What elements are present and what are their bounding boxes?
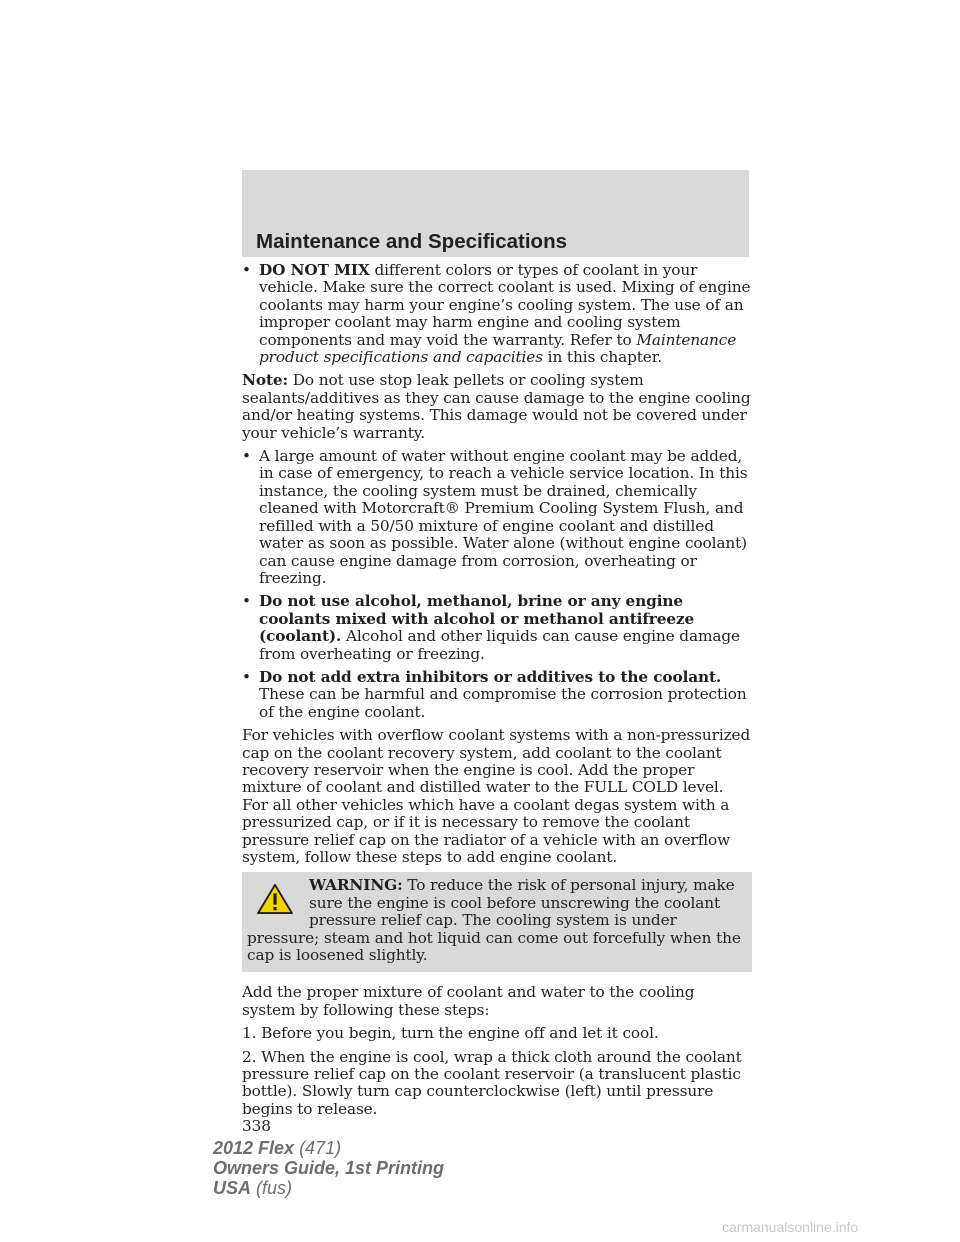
page-number: 338 <box>242 1117 271 1136</box>
bullet-dot: • <box>242 447 251 466</box>
section-header-band <box>242 170 749 257</box>
bullet-text-tail: in this chapter. <box>542 348 662 367</box>
step-1: 1. Before you begin, turn the engine off and let it cool. <box>242 1024 659 1043</box>
watermark: carmanualsonline.info <box>722 1219 859 1235</box>
bullet-no-alcohol <box>242 593 752 663</box>
footer-market: USA <box>213 1178 252 1198</box>
warning-label: WARNING: <box>309 876 403 895</box>
bullet-text: These can be harmful and compromise the corrosion protection of the engine coolant. <box>259 685 747 721</box>
bullet-dot: • <box>242 667 251 686</box>
print-footer <box>213 1138 444 1198</box>
note-text: Do not use stop leak pellets or cooling system sealants/additives as they can cause damage to the engine cooling and/or heating systems. This damage would not be covered under your vehicle’s warranty. <box>242 371 751 442</box>
footer-line-1 <box>213 1138 444 1158</box>
note-paragraph <box>242 372 752 442</box>
bullet-do-not-mix <box>242 262 752 366</box>
footer-line-2: Owners Guide, 1st Printing <box>213 1158 445 1178</box>
cross-reference: Maintenance product specifications and capacities <box>259 330 737 367</box>
overflow-paragraph: For vehicles with overflow coolant systems with a non-pressurized cap on the coolant recovery system, add coolant to the coolant recovery reservoir when the engine is cool. Add the proper mixture of coolant and distilled water to the FULL COLD level. For all other vehicles which have a coolant degas system with a pressurized cap, or if it is necessary to remove the coolant pressure relief cap on the radiator of a vehicle with an overflow system, follow these steps to add engine coolant. <box>242 726 751 866</box>
bullet-bold-lead: Do not add extra inhibitors or additives to the coolant. <box>259 667 722 686</box>
note-label: Note: <box>242 371 289 390</box>
bullet-text: Alcohol and other liquids can cause engine damage from overheating or freezing. <box>259 627 740 663</box>
steps-intro: Add the proper mixture of coolant and water to the cooling system by following these steps: <box>242 983 695 1019</box>
bullet-text: A large amount of water without engine coolant may be added, in case of emergency, to reach a vehicle service location. In this instance, the cooling system must be drained, chemically cleaned with Motorcraft® Premium Cooling System Flush, and refilled with a 50/50 mixture of engine coolant and distilled water as soon as possible. Water alone (without engine coolant) can cause engine damage from corrosion, overheating or freezing. <box>259 447 748 587</box>
bullet-bold-lead: Do not use alcohol, methanol, brine or any engine coolants mixed with alcohol or methanol antifreeze (coolant). <box>259 592 695 646</box>
bullet-text: different colors or types of coolant in your vehicle. Make sure the correct coolant is used. Mixing of engine coolants may harm your engine’s cooling system. The use of an improper coolant may harm engine and cooling system components and may void the warranty. Refer to <box>259 261 751 349</box>
footer-model-code: (471) <box>294 1138 342 1158</box>
bullet-water-emergency <box>242 448 752 587</box>
footer-model: 2012 Flex <box>213 1138 295 1158</box>
warning-text: To reduce the risk of personal injury, make sure the engine is cool before unscrewing the coolant pressure relief cap. The cooling system is under pressure; steam and hot liquid can come out forcefully when the cap is loosened slightly. <box>247 876 741 965</box>
footer-market-code: (fus) <box>251 1178 293 1198</box>
section-title: Maintenance and Specifications <box>256 230 567 253</box>
page-content <box>242 262 752 1136</box>
bullet-dot: • <box>242 592 251 611</box>
step-2: 2. When the engine is cool, wrap a thick cloth around the coolant pressure relief cap on the coolant reservoir (a translucent plastic bottle). Slowly turn cap counterclockwise (left) until pressure begins to release. <box>242 1047 742 1118</box>
warning-triangle-icon <box>255 883 295 915</box>
bullet-dot: • <box>242 261 251 279</box>
warning-box <box>242 872 752 972</box>
footer-line-3 <box>213 1178 444 1198</box>
bullet-no-inhibitors <box>242 669 752 721</box>
bullet-bold-lead: DO NOT MIX <box>259 261 370 279</box>
